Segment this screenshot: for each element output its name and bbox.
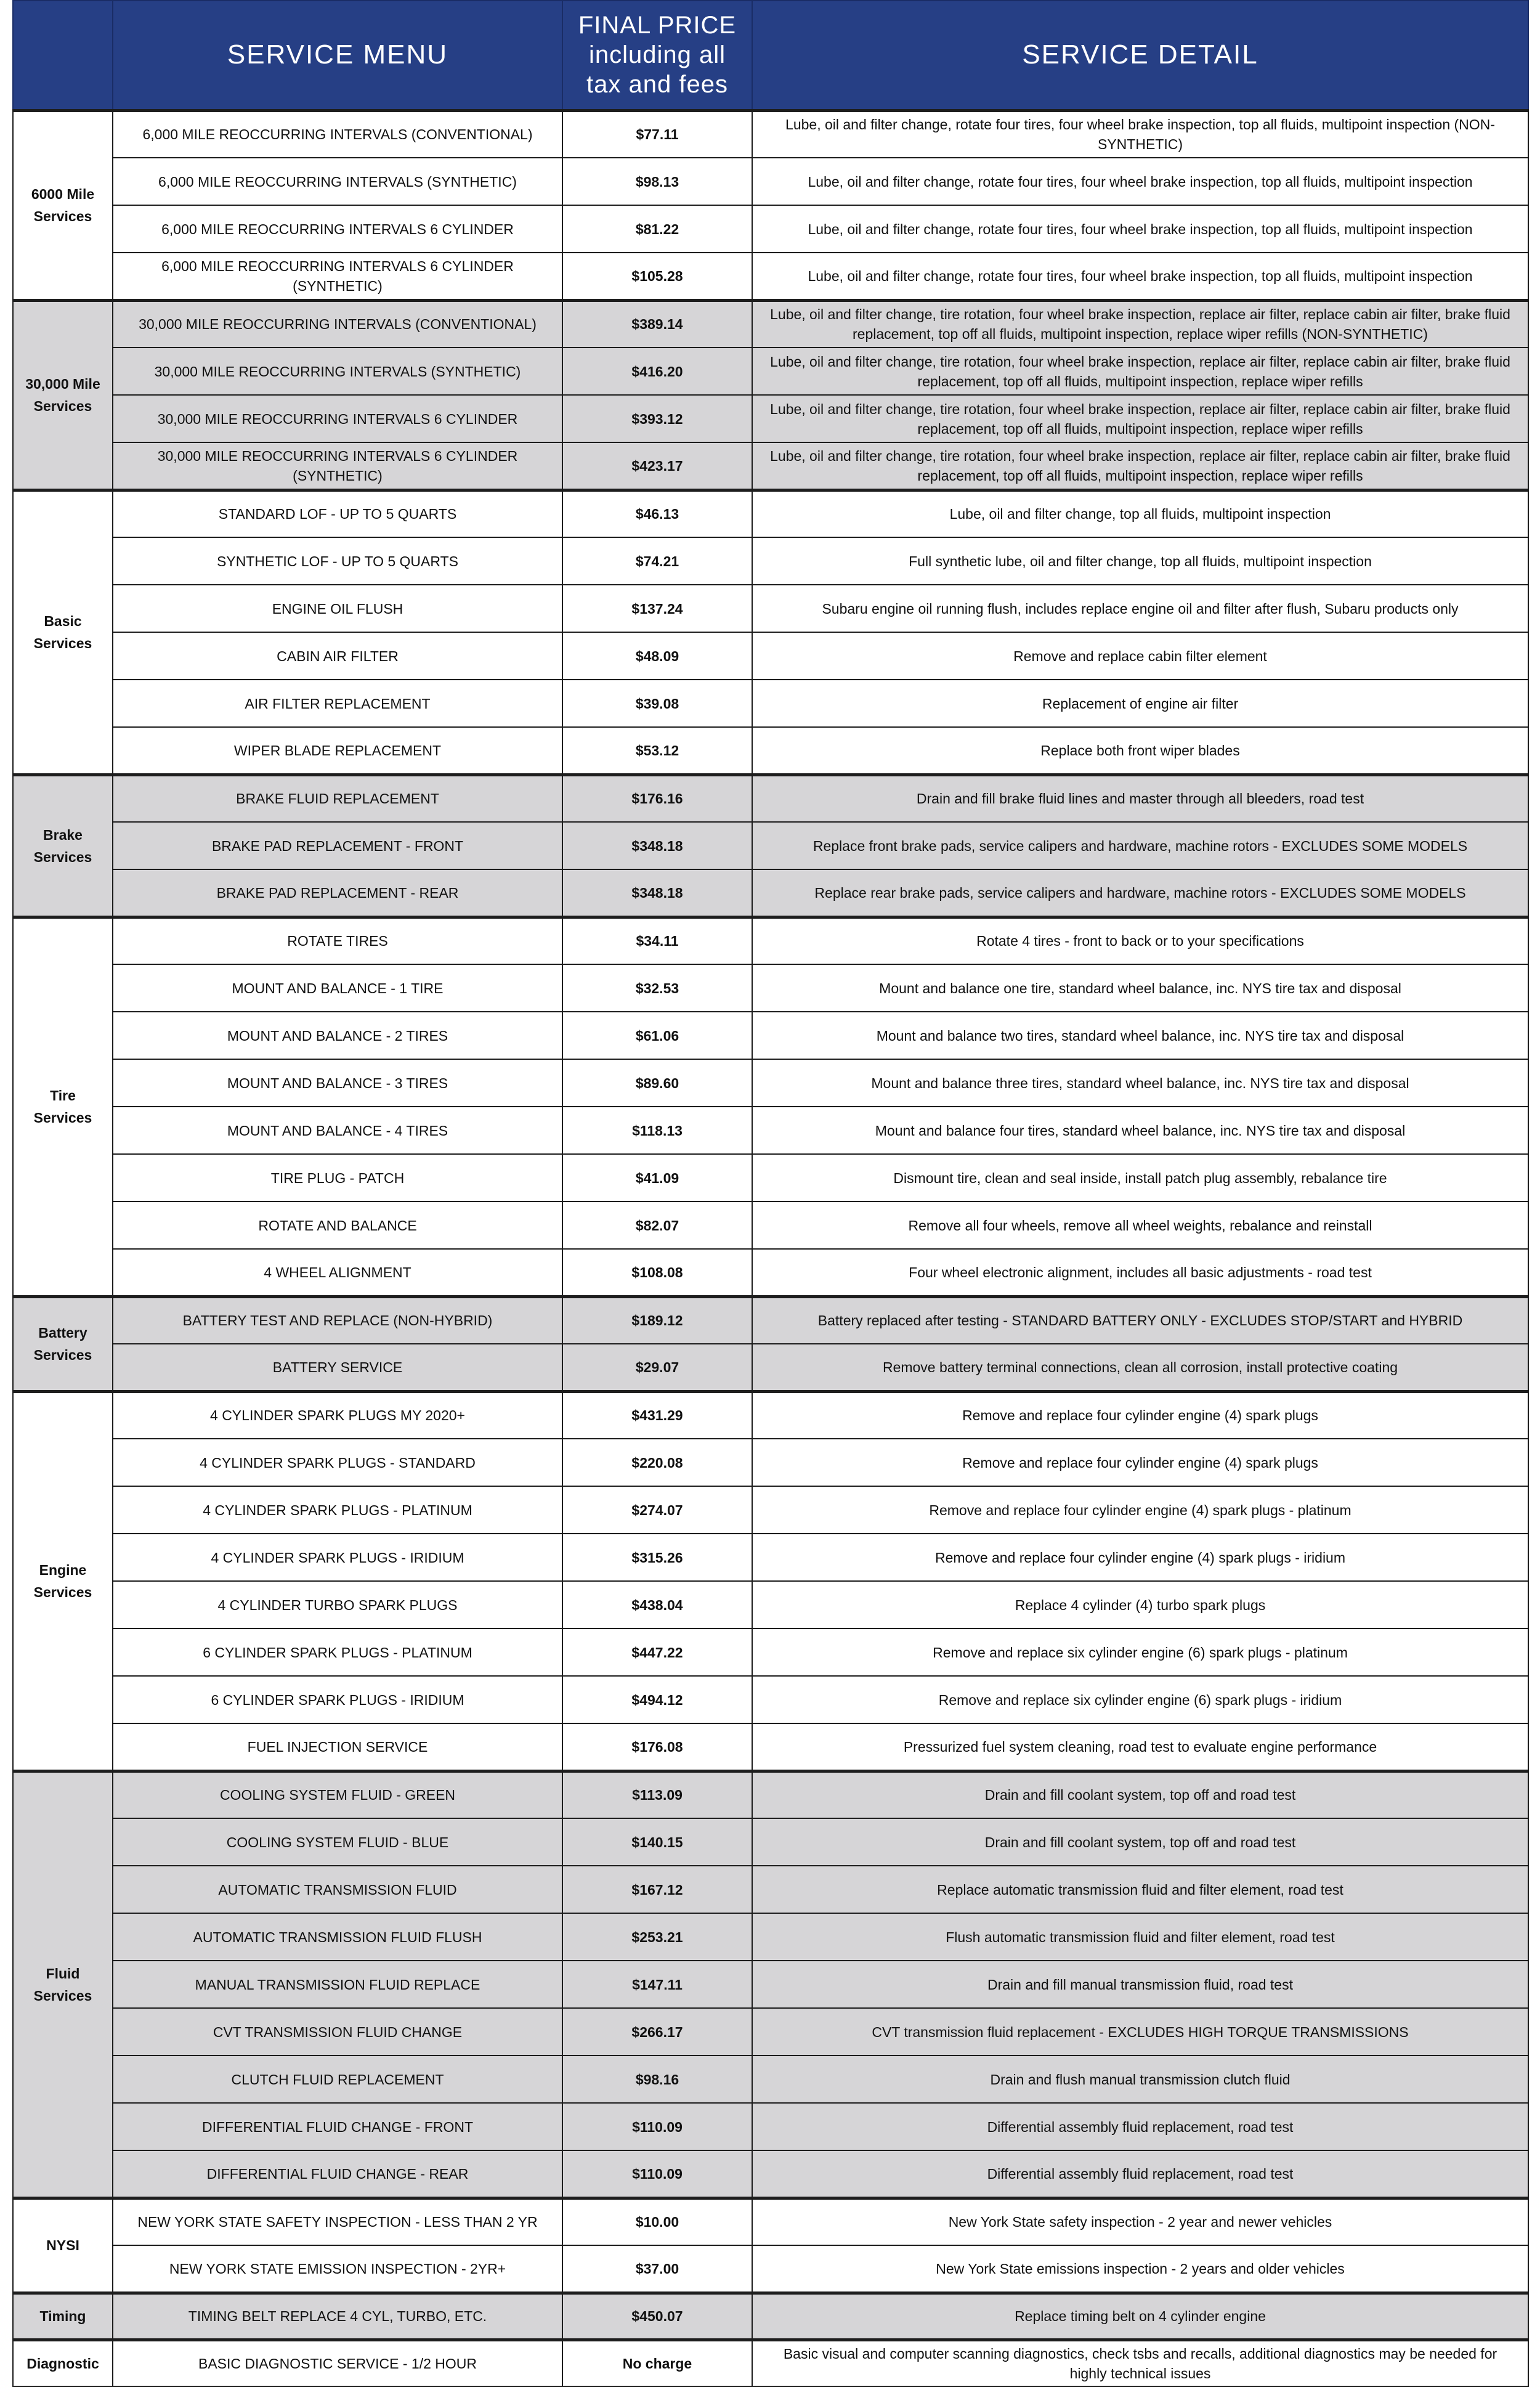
service-price: $438.04	[562, 1581, 752, 1629]
table-row	[13, 917, 1528, 964]
service-detail: Subaru engine oil running flush, includes replace engine oil and filter after flush, Subaru products only	[752, 585, 1528, 632]
service-name: SYNTHETIC LOF - UP TO 5 QUARTS	[113, 537, 562, 585]
category-label: Timing	[13, 2293, 113, 2340]
service-name: STANDARD LOF - UP TO 5 QUARTS	[113, 490, 562, 537]
service-name: MOUNT AND BALANCE - 4 TIRES	[113, 1107, 562, 1154]
service-group	[13, 917, 1528, 1296]
table-row	[13, 1818, 1528, 1866]
table-row	[13, 2056, 1528, 2103]
category-label: Diagnostic	[13, 2340, 113, 2386]
service-name: FUEL INJECTION SERVICE	[113, 1723, 562, 1771]
category-label: Tire Services	[13, 917, 113, 1296]
service-name: DIFFERENTIAL FLUID CHANGE - REAR	[113, 2150, 562, 2198]
service-detail: Remove and replace four cylinder engine (4) spark plugs - iridium	[752, 1534, 1528, 1581]
service-name: AUTOMATIC TRANSMISSION FLUID FLUSH	[113, 1913, 562, 1961]
service-price: $29.07	[562, 1344, 752, 1391]
category-label: NYSI	[13, 2198, 113, 2293]
table-row	[13, 348, 1528, 395]
service-price: $423.17	[562, 442, 752, 490]
table-row	[13, 1439, 1528, 1486]
service-price: $81.22	[562, 205, 752, 253]
category-label: Engine Services	[13, 1391, 113, 1771]
service-detail: Lube, oil and filter change, rotate four tires, four wheel brake inspection, top all fluids, multipoint inspection	[752, 158, 1528, 205]
service-price: $348.18	[562, 869, 752, 917]
service-name: 4 CYLINDER SPARK PLUGS - IRIDIUM	[113, 1534, 562, 1581]
service-price: $137.24	[562, 585, 752, 632]
service-name: TIMING BELT REPLACE 4 CYL, TURBO, ETC.	[113, 2293, 562, 2340]
table-row	[13, 1107, 1528, 1154]
category-label: 30,000 Mile Services	[13, 300, 113, 490]
service-name: CABIN AIR FILTER	[113, 632, 562, 680]
table-row	[13, 205, 1528, 253]
service-detail: Rotate 4 tires - front to back or to your specifications	[752, 917, 1528, 964]
service-name: AIR FILTER REPLACEMENT	[113, 680, 562, 727]
service-detail: Replace both front wiper blades	[752, 727, 1528, 775]
service-price: $113.09	[562, 1771, 752, 1818]
header-service-menu: SERVICE MENU	[113, 1, 562, 110]
service-price: $48.09	[562, 632, 752, 680]
service-detail: Drain and fill manual transmission fluid, road test	[752, 1961, 1528, 2008]
service-group	[13, 300, 1528, 490]
table-row	[13, 775, 1528, 822]
service-menu-table	[12, 0, 1529, 2387]
service-name: MOUNT AND BALANCE - 3 TIRES	[113, 1059, 562, 1107]
service-detail: Remove battery terminal connections, clean all corrosion, install protective coating	[752, 1344, 1528, 1391]
table-row	[13, 1534, 1528, 1581]
service-price: $450.07	[562, 2293, 752, 2340]
table-row	[13, 442, 1528, 490]
table-row	[13, 2150, 1528, 2198]
service-detail: Remove all four wheels, remove all wheel weights, rebalance and reinstall	[752, 1202, 1528, 1249]
service-name: COOLING SYSTEM FLUID - GREEN	[113, 1771, 562, 1818]
service-detail: Lube, oil and filter change, rotate four tires, four wheel brake inspection, top all fluids, multipoint inspection	[752, 253, 1528, 300]
service-detail: Replace front brake pads, service calipers and hardware, machine rotors - EXCLUDES SOME MODELS	[752, 822, 1528, 869]
service-name: DIFFERENTIAL FLUID CHANGE - FRONT	[113, 2103, 562, 2150]
table-row	[13, 1012, 1528, 1059]
service-price: $431.29	[562, 1391, 752, 1439]
service-detail: Mount and balance three tires, standard wheel balance, inc. NYS tire tax and disposal	[752, 1059, 1528, 1107]
table-row	[13, 680, 1528, 727]
service-price: $253.21	[562, 1913, 752, 1961]
service-price: $416.20	[562, 348, 752, 395]
table-row	[13, 869, 1528, 917]
service-price: $10.00	[562, 2198, 752, 2245]
service-detail: Differential assembly fluid replacement, road test	[752, 2103, 1528, 2150]
service-name: AUTOMATIC TRANSMISSION FLUID	[113, 1866, 562, 1913]
service-detail: Remove and replace four cylinder engine (4) spark plugs	[752, 1439, 1528, 1486]
service-price: $46.13	[562, 490, 752, 537]
service-detail: Replace rear brake pads, service calipers and hardware, machine rotors - EXCLUDES SOME MODELS	[752, 869, 1528, 917]
service-name: MANUAL TRANSMISSION FLUID REPLACE	[113, 1961, 562, 2008]
service-name: BATTERY TEST AND REPLACE (NON-HYBRID)	[113, 1296, 562, 1344]
service-detail: Four wheel electronic alignment, includes all basic adjustments - road test	[752, 1249, 1528, 1296]
service-name: 6,000 MILE REOCCURRING INTERVALS 6 CYLINDER	[113, 205, 562, 253]
service-price: $348.18	[562, 822, 752, 869]
table-row	[13, 1581, 1528, 1629]
table-row	[13, 1486, 1528, 1534]
table-row	[13, 1154, 1528, 1202]
service-detail: Replacement of engine air filter	[752, 680, 1528, 727]
service-detail: Pressurized fuel system cleaning, road test to evaluate engine performance	[752, 1723, 1528, 1771]
service-group	[13, 490, 1528, 775]
service-price: $98.13	[562, 158, 752, 205]
service-name: MOUNT AND BALANCE - 2 TIRES	[113, 1012, 562, 1059]
table-row	[13, 1202, 1528, 1249]
service-price: $147.11	[562, 1961, 752, 2008]
service-price: $41.09	[562, 1154, 752, 1202]
service-name: CVT TRANSMISSION FLUID CHANGE	[113, 2008, 562, 2056]
service-price: $274.07	[562, 1486, 752, 1534]
service-detail: Full synthetic lube, oil and filter change, top all fluids, multipoint inspection	[752, 537, 1528, 585]
header-final-price-line: including all	[588, 41, 726, 69]
service-price: $110.09	[562, 2150, 752, 2198]
table-row	[13, 490, 1528, 537]
service-name: 30,000 MILE REOCCURRING INTERVALS 6 CYLINDER (SYNTHETIC)	[113, 442, 562, 490]
service-price: $494.12	[562, 1676, 752, 1723]
header-row	[13, 1, 1528, 110]
table-row	[13, 727, 1528, 775]
service-detail: Lube, oil and filter change, tire rotation, four wheel brake inspection, replace air filter, replace cabin air filter, brake fluid replacement, top off all fluids, multipoint inspection, replace wiper refills	[752, 442, 1528, 490]
table-row	[13, 1913, 1528, 1961]
table-row	[13, 1629, 1528, 1676]
service-name: 4 WHEEL ALIGNMENT	[113, 1249, 562, 1296]
table-row	[13, 1059, 1528, 1107]
table-row	[13, 1249, 1528, 1296]
service-price: $34.11	[562, 917, 752, 964]
table-row	[13, 632, 1528, 680]
service-price: $189.12	[562, 1296, 752, 1344]
service-detail: Remove and replace four cylinder engine (4) spark plugs	[752, 1391, 1528, 1439]
service-detail: Drain and fill brake fluid lines and master through all bleeders, road test	[752, 775, 1528, 822]
service-name: CLUTCH FLUID REPLACEMENT	[113, 2056, 562, 2103]
table-row	[13, 2008, 1528, 2056]
service-name: 4 CYLINDER SPARK PLUGS - PLATINUM	[113, 1486, 562, 1534]
service-name: 6 CYLINDER SPARK PLUGS - IRIDIUM	[113, 1676, 562, 1723]
table-row	[13, 2293, 1528, 2340]
table-row	[13, 964, 1528, 1012]
service-name: BRAKE FLUID REPLACEMENT	[113, 775, 562, 822]
table-row	[13, 2198, 1528, 2245]
service-price: $110.09	[562, 2103, 752, 2150]
service-detail: Replace timing belt on 4 cylinder engine	[752, 2293, 1528, 2340]
service-detail: Lube, oil and filter change, tire rotation, four wheel brake inspection, replace air filter, replace cabin air filter, brake fluid replacement, top off all fluids, multipoint inspection, replace wiper refills	[752, 395, 1528, 442]
service-price: $82.07	[562, 1202, 752, 1249]
service-detail: Replace 4 cylinder (4) turbo spark plugs	[752, 1581, 1528, 1629]
service-price: $315.26	[562, 1534, 752, 1581]
service-price: $393.12	[562, 395, 752, 442]
table-row	[13, 1296, 1528, 1344]
service-detail: Dismount tire, clean and seal inside, install patch plug assembly, rebalance tire	[752, 1154, 1528, 1202]
service-price: $176.16	[562, 775, 752, 822]
header-final-price-line: tax and fees	[586, 71, 728, 99]
service-price: $105.28	[562, 253, 752, 300]
service-price: $447.22	[562, 1629, 752, 1676]
service-price: $108.08	[562, 1249, 752, 1296]
service-detail: Mount and balance two tires, standard wheel balance, inc. NYS tire tax and disposal	[752, 1012, 1528, 1059]
service-name: WIPER BLADE REPLACEMENT	[113, 727, 562, 775]
service-detail: Lube, oil and filter change, tire rotation, four wheel brake inspection, replace air filter, replace cabin air filter, brake fluid replacement, top off all fluids, multipoint inspection, replace wiper refills (NON-SYNTHETIC)	[752, 300, 1528, 348]
table-row	[13, 2340, 1528, 2386]
service-detail: Replace automatic transmission fluid and filter element, road test	[752, 1866, 1528, 1913]
table-row	[13, 1344, 1528, 1391]
service-name: BATTERY SERVICE	[113, 1344, 562, 1391]
service-price: $32.53	[562, 964, 752, 1012]
table-row	[13, 1961, 1528, 2008]
service-detail: Drain and fill coolant system, top off and road test	[752, 1771, 1528, 1818]
service-name: NEW YORK STATE SAFETY INSPECTION - LESS THAN 2 YR	[113, 2198, 562, 2245]
table-row	[13, 253, 1528, 300]
service-price: $77.11	[562, 110, 752, 158]
table-row	[13, 822, 1528, 869]
table-row	[13, 1771, 1528, 1818]
header-service-detail: SERVICE DETAIL	[752, 1, 1528, 110]
table-row	[13, 537, 1528, 585]
service-name: 30,000 MILE REOCCURRING INTERVALS (SYNTHETIC)	[113, 348, 562, 395]
service-name: 30,000 MILE REOCCURRING INTERVALS 6 CYLINDER	[113, 395, 562, 442]
service-price: $220.08	[562, 1439, 752, 1486]
service-price: $140.15	[562, 1818, 752, 1866]
service-name: 6 CYLINDER SPARK PLUGS - PLATINUM	[113, 1629, 562, 1676]
table-row	[13, 110, 1528, 158]
service-detail: Differential assembly fluid replacement, road test	[752, 2150, 1528, 2198]
service-name: ENGINE OIL FLUSH	[113, 585, 562, 632]
service-name: 6,000 MILE REOCCURRING INTERVALS (CONVENTIONAL)	[113, 110, 562, 158]
category-label: Fluid Services	[13, 1771, 113, 2198]
service-group	[13, 2340, 1528, 2386]
service-name: MOUNT AND BALANCE - 1 TIRE	[113, 964, 562, 1012]
service-detail: Lube, oil and filter change, rotate four tires, four wheel brake inspection, top all fluids, multipoint inspection	[752, 205, 1528, 253]
service-name: 4 CYLINDER TURBO SPARK PLUGS	[113, 1581, 562, 1629]
service-name: 4 CYLINDER SPARK PLUGS MY 2020+	[113, 1391, 562, 1439]
service-detail: CVT transmission fluid replacement - EXCLUDES HIGH TORQUE TRANSMISSIONS	[752, 2008, 1528, 2056]
header-final-price	[562, 1, 752, 110]
table-row	[13, 300, 1528, 348]
service-price: $266.17	[562, 2008, 752, 2056]
category-label: Basic Services	[13, 490, 113, 775]
service-detail: Lube, oil and filter change, top all fluids, multipoint inspection	[752, 490, 1528, 537]
service-detail: Drain and flush manual transmission clutch fluid	[752, 2056, 1528, 2103]
table-row	[13, 1391, 1528, 1439]
table-row	[13, 395, 1528, 442]
table-row	[13, 1676, 1528, 1723]
table-row	[13, 2103, 1528, 2150]
header-final-price-line: FINAL PRICE	[578, 12, 737, 39]
service-name: BRAKE PAD REPLACEMENT - FRONT	[113, 822, 562, 869]
service-name: ROTATE AND BALANCE	[113, 1202, 562, 1249]
service-name: BASIC DIAGNOSTIC SERVICE - 1/2 HOUR	[113, 2340, 562, 2386]
service-detail: Lube, oil and filter change, rotate four tires, four wheel brake inspection, top all fluids, multipoint inspection (NON-SYNTHETIC)	[752, 110, 1528, 158]
service-name: 6,000 MILE REOCCURRING INTERVALS 6 CYLINDER (SYNTHETIC)	[113, 253, 562, 300]
service-name: BRAKE PAD REPLACEMENT - REAR	[113, 869, 562, 917]
service-detail: Mount and balance one tire, standard wheel balance, inc. NYS tire tax and disposal	[752, 964, 1528, 1012]
service-name: ROTATE TIRES	[113, 917, 562, 964]
service-detail: Flush automatic transmission fluid and filter element, road test	[752, 1913, 1528, 1961]
service-detail: New York State safety inspection - 2 year and newer vehicles	[752, 2198, 1528, 2245]
service-detail: Remove and replace four cylinder engine (4) spark plugs - platinum	[752, 1486, 1528, 1534]
service-detail: Basic visual and computer scanning diagnostics, check tsbs and recalls, additional diagnostics may be needed for highly technical issues	[752, 2340, 1528, 2386]
service-detail: Remove and replace six cylinder engine (6) spark plugs - iridium	[752, 1676, 1528, 1723]
service-name: COOLING SYSTEM FLUID - BLUE	[113, 1818, 562, 1866]
service-price: $176.08	[562, 1723, 752, 1771]
category-label: Battery Services	[13, 1296, 113, 1391]
service-detail: Drain and fill coolant system, top off and road test	[752, 1818, 1528, 1866]
service-group	[13, 775, 1528, 917]
service-detail: Lube, oil and filter change, tire rotation, four wheel brake inspection, replace air filter, replace cabin air filter, brake fluid replacement, top off all fluids, multipoint inspection, replace wiper refills	[752, 348, 1528, 395]
category-label: Brake Services	[13, 775, 113, 917]
service-price: $53.12	[562, 727, 752, 775]
service-name: 4 CYLINDER SPARK PLUGS - STANDARD	[113, 1439, 562, 1486]
table-row	[13, 2245, 1528, 2293]
table-row	[13, 1723, 1528, 1771]
service-price: $98.16	[562, 2056, 752, 2103]
service-group	[13, 2198, 1528, 2293]
service-price: $89.60	[562, 1059, 752, 1107]
service-price: $39.08	[562, 680, 752, 727]
service-name: NEW YORK STATE EMISSION INSPECTION - 2YR+	[113, 2245, 562, 2293]
service-detail: Mount and balance four tires, standard wheel balance, inc. NYS tire tax and disposal	[752, 1107, 1528, 1154]
service-group	[13, 1296, 1528, 1391]
service-detail: New York State emissions inspection - 2 years and older vehicles	[752, 2245, 1528, 2293]
service-price: $74.21	[562, 537, 752, 585]
service-name: TIRE PLUG - PATCH	[113, 1154, 562, 1202]
service-name: 6,000 MILE REOCCURRING INTERVALS (SYNTHETIC)	[113, 158, 562, 205]
service-detail: Battery replaced after testing - STANDARD BATTERY ONLY - EXCLUDES STOP/START and HYBRID	[752, 1296, 1528, 1344]
service-group	[13, 2293, 1528, 2340]
service-price: $37.00	[562, 2245, 752, 2293]
table-row	[13, 1866, 1528, 1913]
service-price: No charge	[562, 2340, 752, 2386]
service-group	[13, 1391, 1528, 1771]
header-blank-cell	[13, 1, 113, 110]
service-group	[13, 1771, 1528, 2198]
service-price: $167.12	[562, 1866, 752, 1913]
service-detail: Remove and replace six cylinder engine (6) spark plugs - platinum	[752, 1629, 1528, 1676]
service-price: $61.06	[562, 1012, 752, 1059]
service-price: $118.13	[562, 1107, 752, 1154]
service-name: 30,000 MILE REOCCURRING INTERVALS (CONVENTIONAL)	[113, 300, 562, 348]
table-row	[13, 585, 1528, 632]
category-label: 6000 Mile Services	[13, 110, 113, 300]
service-detail: Remove and replace cabin filter element	[752, 632, 1528, 680]
table-row	[13, 158, 1528, 205]
service-group	[13, 110, 1528, 300]
service-price: $389.14	[562, 300, 752, 348]
